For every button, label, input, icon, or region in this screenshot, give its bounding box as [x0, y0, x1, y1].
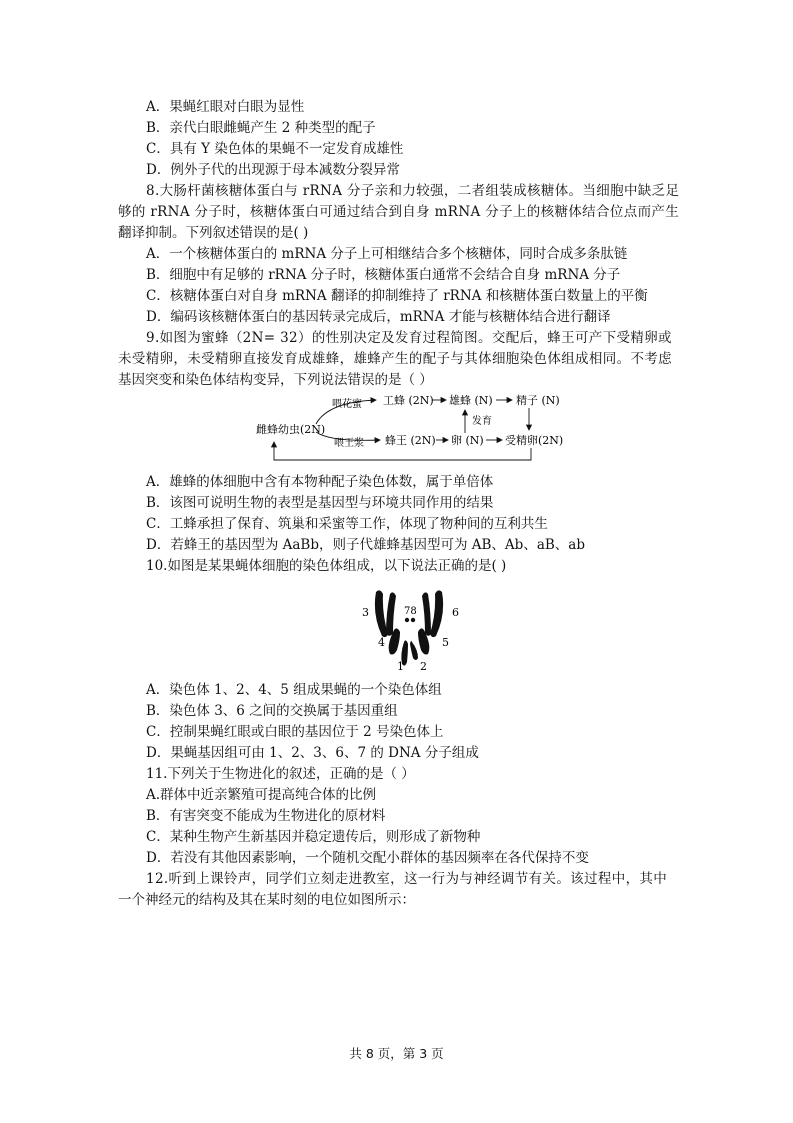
q7-option-c: C．具有 Y 染色体的果蝇不一定发育成雄性	[146, 141, 404, 157]
label-2: 2	[420, 660, 427, 673]
q9-option-a: A．雄蜂的体细胞中含有本物种配子染色体数，属于单倍体	[146, 474, 494, 490]
sperm-label: 精子 (N)	[516, 394, 560, 407]
q8-stem-line-3: 翻译抑制。下列叙述错误的是( )	[118, 225, 309, 241]
chromosome-3-arm-b	[386, 592, 396, 635]
q12-stem-line-1: 12.听到上课铃声，同学们立刻走进教室，这一行为与神经调节有关。该过程中，其中	[146, 871, 668, 887]
label-6: 6	[452, 606, 459, 619]
q9-stem-line-3: 基因突变和染色体结构变异，下列说法错误的是（ ）	[118, 372, 433, 388]
q8-option-a: A．一个核糖体蛋白的 mRNA 分子上可相继结合多个核糖体，同时合成多条肽链	[146, 246, 628, 262]
q8-option-b: B．细胞中有足够的 rRNA 分子时，核糖体蛋白通常不会结合自身 mRNA 分子	[146, 267, 621, 283]
q8-option-c: C．核糖体蛋白对自身 mRNA 翻译的抑制维持了 rRNA 和核糖体蛋白数量上的平衡	[146, 288, 648, 304]
feed-nectar-label: 喂花蜜	[332, 399, 362, 410]
label-5: 5	[442, 636, 449, 649]
fertilized-egg-label: 受精卵(2N)	[505, 434, 564, 447]
feed-royal-jelly-label: 喂王浆	[334, 438, 364, 449]
chromosome-6-arm-b	[430, 590, 443, 637]
q11-option-c: C．某种生物产生新基因并稳定遗传后，则形成了新物种	[146, 829, 481, 845]
q11-option-b: B．有害突变不能成为生物进化的原材料	[146, 808, 386, 824]
label-4: 4	[378, 636, 385, 649]
q9-stem-line-1: 9.如图为蜜蜂（2N= 32）的性别决定及发育过程简图。交配后，蜂王可产下受精卵或	[146, 330, 672, 346]
q11-option-d: D．若没有其他因素影响，一个随机交配小群体的基因频率在各代保持不变	[146, 850, 589, 866]
q10-option-a: A．染色体 1、2、4、5 组成果蝇的一个染色体组	[146, 682, 442, 698]
q7-option-b: B．亲代白眼雌蝇产生 2 种类型的配子	[146, 120, 376, 136]
q9-option-c: C．工蜂承担了保育、筑巢和采蜜等工作，体现了物种间的互利共生	[146, 516, 548, 532]
chromosome-2	[410, 641, 418, 660]
egg-label: 卵 (N)	[451, 434, 484, 447]
q10-option-b: B．染色体 3、6 之间的交换属于基因重组	[146, 703, 398, 719]
q8-stem-line-1: 8.大肠杆菌核糖体蛋白与 rRNA 分子亲和力较强，二者组装成核糖体。当细胞中缺乏足	[146, 183, 680, 199]
q7-option-d: D．例外子代的出现源于母本减数分裂异常	[146, 162, 400, 178]
worker-label: 工蜂 (2N)	[383, 394, 434, 407]
chromosome-8	[411, 618, 415, 622]
develop-label: 发育	[472, 416, 492, 427]
q9-option-b: B．该图可说明生物的表型是基因型与环境共同作用的结果	[146, 495, 494, 511]
q10-stem: 10.如图是某果蝇体细胞的染色体组成，以下说法正确的是( )	[146, 558, 507, 574]
chromosome-7	[405, 618, 409, 622]
q11-option-a: A.群体中近亲繁殖可提高纯合体的比例	[146, 787, 377, 803]
page-footer: 共 8 页，第 3 页	[349, 1046, 444, 1061]
q12-stem-line-2: 一个神经元的结构及其在某时刻的电位如图所示：	[118, 892, 415, 908]
q9-stem-line-2: 未受精卵，未受精卵直接发育成雄蜂，雄蜂产生的配子与其体细胞染色体组成相同。不考虑	[118, 351, 672, 367]
drone-label: 雄蜂 (N)	[449, 394, 493, 407]
q7-option-a: A．果蝇红眼对白眼为显性	[146, 99, 305, 115]
label-1: 1	[397, 660, 404, 673]
q10-option-d: D．果蝇基因组可由 1、2、3、6、7 的 DNA 分子组成	[146, 745, 479, 761]
larva-label: 雌蜂幼虫(2N)	[256, 423, 326, 436]
label-78: 78	[404, 606, 417, 617]
q8-option-d: D．编码该核糖体蛋白的基因转录完成后，mRNA 才能与核糖体结合进行翻译	[146, 309, 611, 325]
q10-option-c: C．控制果蝇红眼或白眼的基因位于 2 号染色体上	[146, 724, 444, 740]
chromosome-3-arm-a	[375, 590, 388, 637]
fruit-fly-karyotype	[356, 584, 466, 674]
bee-development-diagram	[248, 386, 578, 466]
q8-stem-line-2: 够的 rRNA 分子时，核糖体蛋白可通过结合到自身 mRNA 分子上的核糖体结合位点而产生	[118, 204, 680, 220]
q9-option-d: D．若蜂王的基因型为 AaBb，则子代雄蜂基因型可为 AB、Ab、aB、ab	[146, 537, 585, 553]
queen-label: 蜂王 (2N)	[385, 434, 436, 447]
label-3: 3	[362, 606, 369, 619]
q11-stem: 11.下列关于生物进化的叙述，正确的是（ ）	[146, 766, 415, 782]
